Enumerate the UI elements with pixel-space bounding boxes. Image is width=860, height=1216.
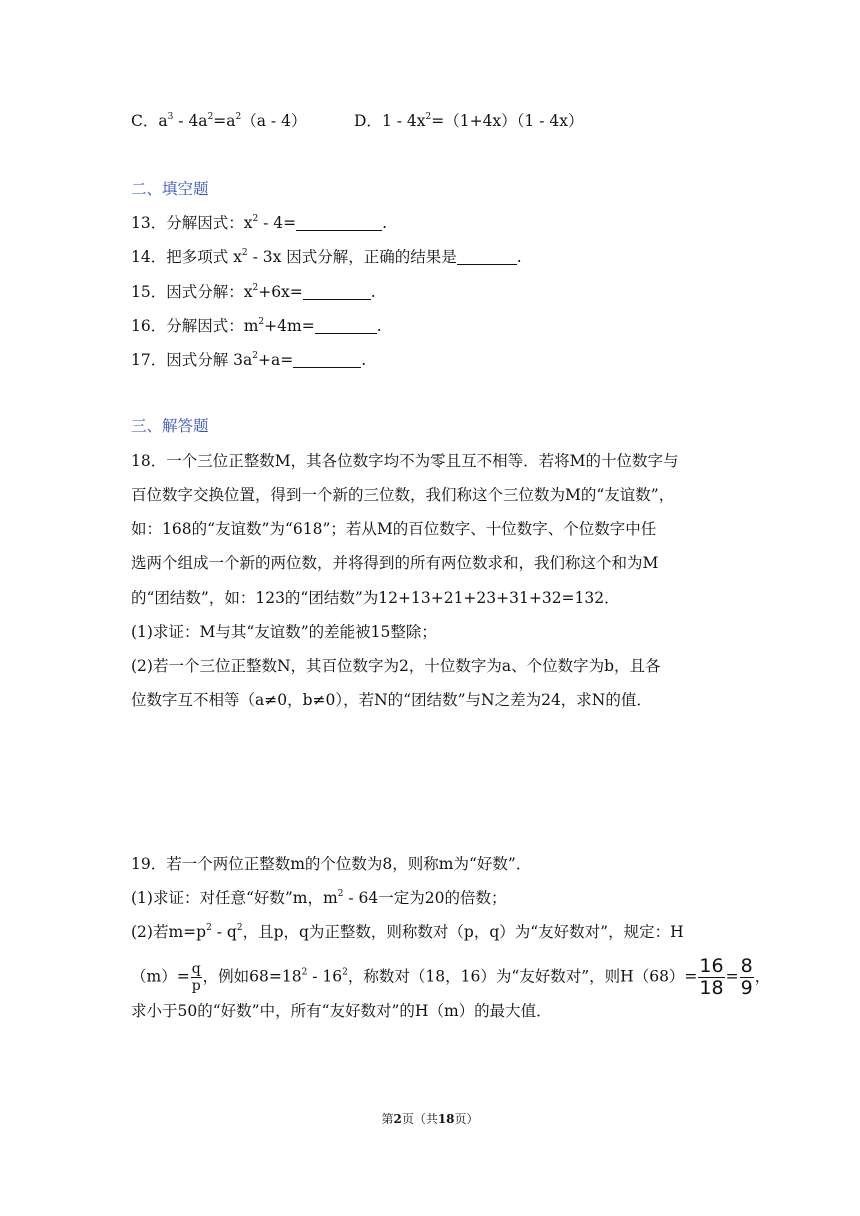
answer-blank[interactable] <box>457 248 517 265</box>
question-13: 13．分解因式：$x^2 - 4=$ . <box>131 214 388 232</box>
answer-blank[interactable] <box>293 351 361 368</box>
question-18-line: 的“团结数”，如：123的“团结数”为12+13+21+23+31+32=132． <box>131 589 620 607</box>
question-19-line: 求小于50的“好数”中，所有“友好数对”的H（m）的最大值． <box>131 1002 552 1020</box>
section-title-fill-in: 二、填空题 <box>131 180 209 198</box>
fraction-8-over-9: $\frac{8}{9}$ <box>740 955 753 999</box>
answer-blank[interactable] <box>315 317 377 334</box>
question-18-line: 百位数字交换位置，得到一个新的三位数，我们称这个三位数为M的“友谊数”， <box>131 486 675 504</box>
q12-option-d: D．$1 - 4x^2=(1+4x)(1 - 4x)$ <box>354 112 584 130</box>
question-18-line: 如：168的“友谊数”为“618”；若从M的百位数字、十位数字、个位数字中任 <box>131 520 657 538</box>
fraction-q-over-p: $\frac{q}{p}$ <box>191 961 201 994</box>
question-18-line: 位数字互不相等（a≠0，b≠0），若N的“团结数”与N之差为24，求N的值． <box>131 691 652 709</box>
page-footer: 第2页（共18页） <box>381 1112 479 1126</box>
answer-blank[interactable] <box>303 283 371 300</box>
question-18-part1: (1)求证：M与其“友谊数”的差能被15整除； <box>131 623 437 641</box>
q12-option-c: C．$a^3 - 4a^2=a^2(a - 4)$ <box>131 112 307 130</box>
total-pages: 18 <box>437 1112 455 1126</box>
question-19-line: （m）= $\frac{q}{p}$ ，例如$68=18^2 - 16^2$，称数对（18，16）为“友好数对”，则H（68）= $\frac{16}{18}$ = $\frac{8}{9}$ ， <box>131 955 771 999</box>
question-14: 14．把多项式 $x^2 - 3x$ 因式分解，正确的结果是 . <box>131 248 522 266</box>
current-page: 2 <box>393 1112 402 1126</box>
question-18-part2: (2)若一个三位正整数N，其百位数字为2，十位数字为a、个位数字为b，且各 <box>131 657 661 675</box>
section-title-solve: 三、解答题 <box>131 417 209 435</box>
fraction-16-over-18: $\frac{16}{18}$ <box>699 955 724 999</box>
question-15: 15．因式分解：$x^2+6x=$ . <box>131 283 376 301</box>
question-18-line: 18．一个三位正整数M，其各位数字均不为零且互不相等．若将M的十位数字与 <box>131 452 679 470</box>
question-19-part1: (1)求证：对任意“好数”m，$m^2 - 64$一定为20的倍数； <box>131 889 507 907</box>
answer-blank[interactable] <box>296 214 382 231</box>
question-18-line: 选两个组成一个新的两位数，并将得到的所有两位数求和，我们称这个和为M <box>131 554 659 572</box>
question-19-part2: (2)若$m=p^2 - q^2$，且p，q为正整数，则称数对（p，q）为“友好数对”，规定：H <box>131 923 684 941</box>
question-16: 16．分解因式：$m^2+4m=$ . <box>131 317 382 335</box>
question-19-line: 19．若一个两位正整数m的个位数为8，则称m为“好数”． <box>131 855 532 873</box>
question-17: 17．因式分解 $3a^2+a=$ . <box>131 351 367 369</box>
